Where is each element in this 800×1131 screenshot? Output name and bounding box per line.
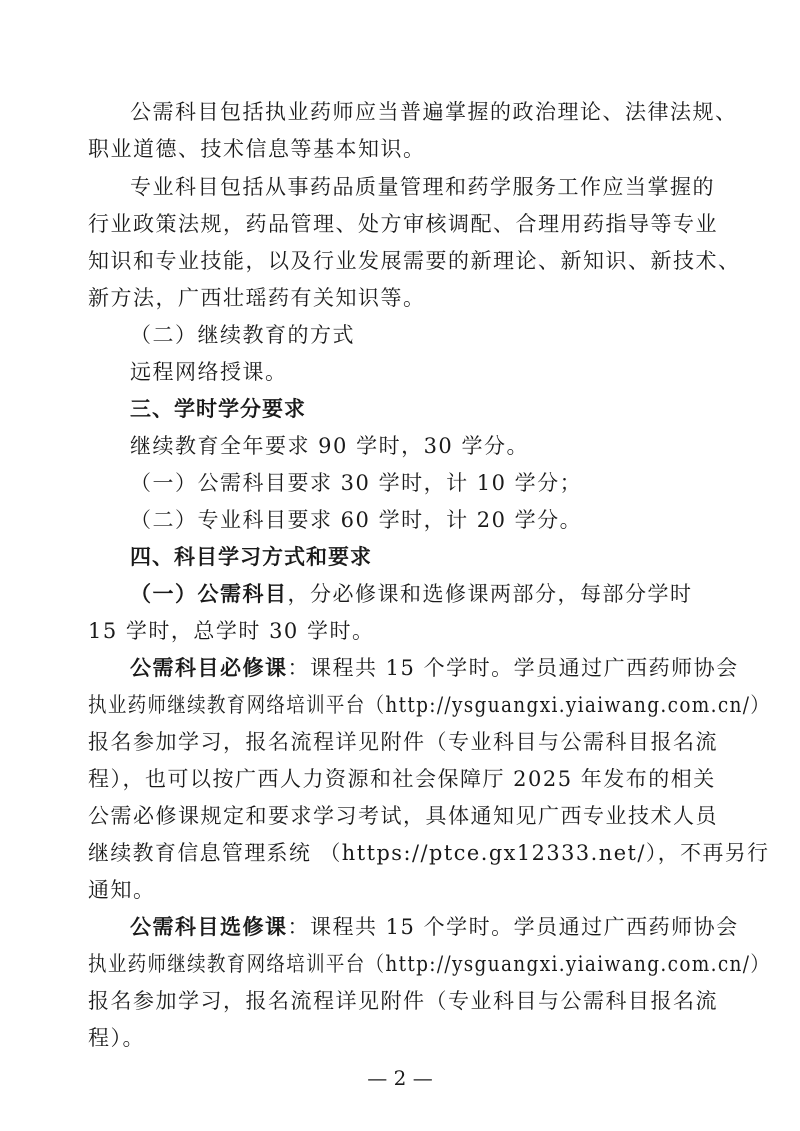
section3-line1: 继续教育全年要求 90 学时，30 学分。 [130,434,529,458]
section4-sub1-line1 [130,580,693,608]
para2-line2: 行业政策法规，药品管理、处方审核调配、合理用药指导等专业 [88,212,718,236]
section4-sub1-label: （一）公需科目 [130,582,288,606]
section3-line3: （二）专业科目要求 60 学时，计 20 学分。 [130,508,583,532]
elective-line4: 程）。 [88,1026,145,1050]
elective-label: 公需科目选修课 [130,915,288,939]
required-line4: 程），也可以按广西人力资源和社会保障厅 2025 年发布的相关 [88,767,716,791]
para1-line2: 职业道德、技术信息等基本知识。 [88,137,426,161]
required-line7: 通知。 [88,878,156,902]
required-line1 [130,654,739,682]
section4-sub1-line2: 15 学时，总学时 30 学时。 [88,619,375,643]
required-line3: 报名参加学习，报名流程详见附件（专业科目与公需科目报名流 [88,730,718,754]
section4-sub1-text: ，分必修课和选修课两部分，每部分学时 [287,582,693,606]
required-label: 公需科目必修课 [130,656,288,680]
elective-line1 [130,913,739,941]
section3-line2: （一）公需科目要求 30 学时，计 10 学分； [130,471,583,495]
page-number: — 2 — [367,1066,433,1090]
elective-text: ：课程共 15 个学时。学员通过广西药师协会 [287,915,739,939]
para2-line4: 新方法，广西壮瑶药有关知识等。 [88,286,426,310]
required-line5: 公需必修课规定和要求学习考试，具体通知见广西专业技术人员 [88,804,718,828]
required-line2: 执业药师继续教育网络培训平台（http://ysguangxi.yiaiwang.com.cn/） [88,693,771,717]
required-text: ：课程共 15 个学时。学员通过广西药师协会 [287,656,739,680]
elective-line3: 报名参加学习，报名流程详见附件（专业科目与公需科目报名流 [88,989,718,1013]
subsection-title: （二）继续教育的方式 [130,323,355,347]
para2-line1: 专业科目包括从事药品质量管理和药学服务工作应当掌握的 [130,175,715,199]
para2-line3: 知识和专业技能，以及行业发展需要的新理论、新知识、新技术、 [88,249,741,273]
subsection-text: 远程网络授课。 [130,360,288,384]
elective-line2: 执业药师继续教育网络培训平台（http://ysguangxi.yiaiwang.com.cn/） [88,952,771,976]
para1-line1: 公需科目包括执业药师应当普遍掌握的政治理论、法律法规、 [130,100,738,124]
required-line6: 继续教育信息管理系统 （https://ptce.gx12333.net/），不再另行 [88,841,770,865]
section4-heading: 四、科目学习方式和要求 [130,545,372,569]
section3-heading: 三、学时学分要求 [130,397,306,421]
